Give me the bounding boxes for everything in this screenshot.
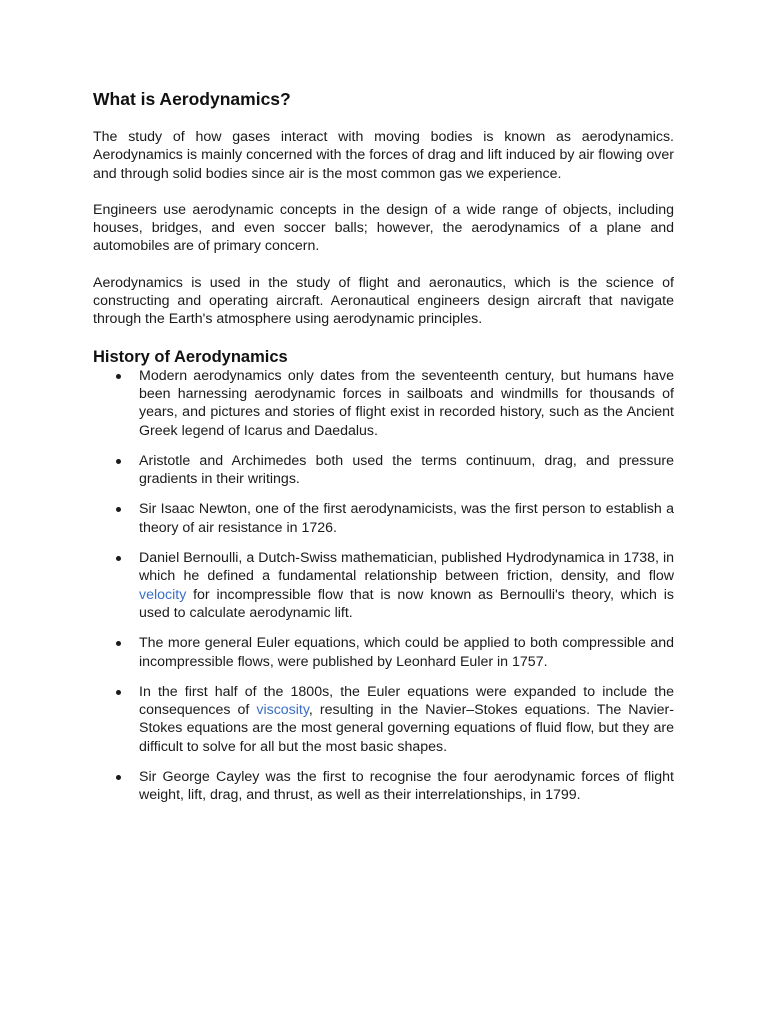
history-item-5 xyxy=(93,634,674,671)
intro-paragraph-1: The study of how gases interact with moving bodies is known as aerodynamics. Aerodynamics is mainly concerned with the forces of drag and lift induced by air flowing over and through solid bodies since air is the most common gas we experience. xyxy=(93,129,674,182)
history-item-7 xyxy=(93,768,674,805)
page-title: What is Aerodynamics? xyxy=(93,89,291,109)
history-item-text-after: , resulting in the Navier–Stokes equations. The Navier-Stokes equations are the most general governing equations of fluid flow, but they are difficult to solve for all but the most basic shapes. xyxy=(139,702,674,755)
history-item-text-before: In the first half of the 1800s, the Euler equations were expanded to include the consequences of xyxy=(139,683,674,719)
intro-paragraph-2: Engineers use aerodynamic concepts in the design of a wide range of objects, including houses, bridges, and even soccer balls; however, the aerodynamics of a plane and automobiles are of primary concern. xyxy=(93,201,674,255)
velocity-link[interactable]: velocity xyxy=(139,586,187,603)
history-item-text: The more general Euler equations, which could be applied to both compressible and incompressible flows, were published by Leonhard Euler in 1757. xyxy=(139,635,674,670)
history-item-3 xyxy=(93,500,674,537)
history-item-text: Sir Isaac Newton, one of the first aerodynamicists, was the first person to establish a theory of air resistance in 1726. xyxy=(139,501,674,536)
intro-paragraph-3: Aerodynamics is used in the study of flight and aeronautics, which is the science of constructing and operating aircraft. Aeronautical engineers design aircraft that navigate through the Earth's atmosphere using aerodynamic principles. xyxy=(93,274,674,328)
history-item-1 xyxy=(93,367,674,440)
history-item-4 xyxy=(93,549,674,622)
history-item-text: Modern aerodynamics only dates from the seventeenth century, but humans have been harnessing aerodynamic forces in sailboats and windmills for thousands of years, and pictures and stories of flight exist in recorded history, such as the Ancient Greek legend of Icarus and Daedalus. xyxy=(139,367,674,439)
viscosity-link[interactable]: viscosity xyxy=(256,702,309,719)
history-item-text: Sir George Cayley was the first to recognise the four aerodynamic forces of flight weight, lift, drag, and thrust, as well as their interrelationships, in 1799. xyxy=(139,769,674,804)
history-item-text-after: for incompressible flow that is now known as Bernoulli's theory, which is used to calculate aerodynamic lift. xyxy=(139,586,674,621)
history-item-text-before: Daniel Bernoulli, a Dutch-Swiss mathematician, published Hydrodynamica in 1738, in which he defined a fundamental relationship between friction, density, and flow xyxy=(139,550,674,585)
history-item-text: Aristotle and Archimedes both used the terms continuum, drag, and pressure gradients in their writings. xyxy=(139,452,674,488)
history-list xyxy=(93,367,674,805)
history-item-6 xyxy=(93,683,674,756)
history-item-2 xyxy=(93,452,674,489)
history-heading: History of Aerodynamics xyxy=(93,347,288,366)
